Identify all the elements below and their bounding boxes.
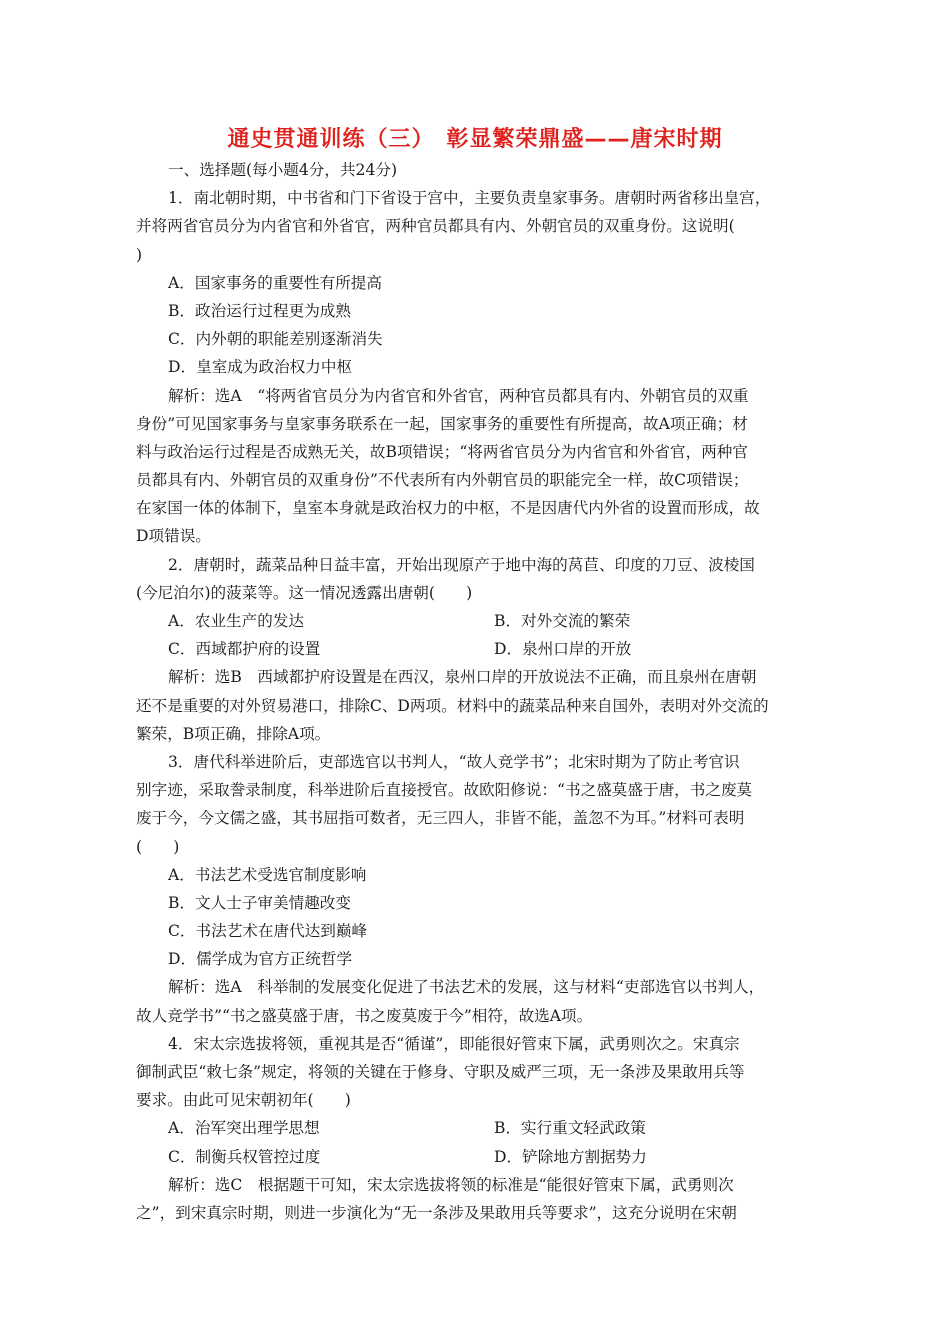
option-c: C．内外朝的职能差别逐渐消失 (168, 330, 383, 349)
option-a: A．书法艺术受选官制度影响 (168, 865, 367, 884)
question-3 (136, 748, 820, 1030)
question-stem-line: 废于今，今文儒之盛，其书屈指可数者，无三四人，非皆不能，盖忽不为耳。”材料可表明 (136, 809, 745, 828)
question-stem-line: 4．宋太宗选拔将领，重视其是否“循谨”，即能很好管束下属，武勇则次之。宋真宗 (168, 1034, 740, 1053)
option-b: B．实行重文轻武政策 (494, 1119, 646, 1138)
option-c: C．西域都护府的设置 (168, 640, 321, 659)
option-row (136, 1143, 820, 1171)
question-stem-line: 2．唐朝时，蔬菜品种日益丰富，开始出现原产于地中海的莴苣、印度的刀豆、波棱国 (168, 555, 755, 574)
analysis-line: 料与政治运行过程是否成熟无关，故B项错误；“将两省官员分为内省官和外省官，两种官 (136, 442, 748, 461)
question-stem-line: 要求。由此可见宋朝初年( ) (136, 1091, 351, 1110)
option-a: A．农业生产的发达 (168, 612, 305, 630)
analysis-line: 还不是重要的对外贸易港口，排除C、D两项。材料中的蔬菜品种来自国外，表明对外交流的 (136, 696, 769, 715)
option-d: D．铲除地方割据势力 (494, 1147, 647, 1166)
analysis-line: 之”，到宋真宗时期，则进一步演化为“无一条涉及果敢用兵等要求”，这充分说明在宋朝 (136, 1203, 737, 1222)
question-stem-line: ) (136, 245, 143, 264)
analysis-line: 解析：选A “将两省官员分为内省官和外省官，两种官员都具有内、外朝官员的双重 (168, 386, 749, 405)
question-2 (136, 551, 820, 748)
question-stem-line: 御制武臣“敕七条”规定，将领的关键在于修身、守职及威严三项，无一条涉及果敢用兵等 (136, 1063, 745, 1081)
question-stem-line: 3．唐代科举进阶后，吏部选官以书判人，“故人竞学书”；北宋时期为了防止考官识 (168, 752, 740, 771)
option-a: A．国家事务的重要性有所提高 (168, 273, 382, 292)
question-stem-line: 别字迹，采取誊录制度，科举进阶后直接授官。故欧阳修说：“书之盛莫盛于唐，书之废莫 (136, 781, 753, 800)
option-row (136, 607, 820, 635)
option-b: B．对外交流的繁荣 (494, 612, 631, 630)
analysis-line: 身份”可见国家事务与皇家事务联系在一起，国家事务的重要性有所提高，故A项正确；材 (136, 414, 748, 433)
question-1 (136, 184, 820, 550)
question-4 (136, 1030, 820, 1227)
option-row (136, 1114, 820, 1142)
page-title: 通史贯通训练（三） 彰显繁荣鼎盛——唐宋时期 (227, 127, 723, 152)
option-b: B．政治运行过程更为成熟 (168, 301, 351, 320)
analysis-line: 员都具有内、外朝官员的双重身份”不代表所有内外朝官员的职能完全一样，故C项错误； (136, 471, 749, 490)
option-c: C．书法艺术在唐代达到巅峰 (168, 922, 368, 941)
analysis-line: 繁荣，B项正确，排除A项。 (136, 724, 331, 743)
option-a: A．治军突出理学思想 (168, 1119, 320, 1138)
option-d: D．儒学成为官方正统哲学 (168, 950, 353, 969)
analysis-line: 解析：选C 根据题干可知，宋太宗选拔将领的标准是“能很好管束下属，武勇则次 (168, 1175, 734, 1194)
analysis-line: 故人竞学书”“书之盛莫盛于唐，书之废莫废于今”相符，故选A项。 (136, 1006, 593, 1025)
option-d: D．泉州口岸的开放 (494, 640, 632, 659)
section-heading: 一、选择题(每小题4分，共24分) (168, 161, 398, 179)
question-stem-line: (今尼泊尔)的菠菜等。这一情况透露出唐朝( ) (136, 583, 473, 602)
analysis-line: 解析：选B 西域都护府设置是在西汉，泉州口岸的开放说法不正确，而且泉州在唐朝 (168, 668, 757, 687)
analysis-line: D项错误。 (136, 527, 211, 546)
option-c: C．制衡兵权管控过度 (168, 1147, 321, 1166)
option-d: D．皇室成为政治权力中枢 (168, 358, 353, 377)
question-stem-line: 1．南北朝时期，中书省和门下省设于宫中，主要负责皇家事务。唐朝时两省移出皇宫， (168, 189, 771, 208)
document-body (136, 156, 820, 1227)
option-row (136, 635, 820, 663)
question-stem-line: ( ) (136, 837, 180, 856)
analysis-line: 在家国一体的体制下，皇室本身就是政治权力的中枢，不是因唐代内外省的设置而形成，故 (136, 499, 760, 518)
question-stem-line: 并将两省官员分为内省官和外省官，两种官员都具有内、外朝官员的双重身份。这说明( (136, 217, 735, 236)
analysis-line: 解析：选A 科举制的发展变化促进了书法艺术的发展，这与材料“吏部选官以书判人， (168, 978, 765, 997)
option-b: B．文人士子审美情趣改变 (168, 893, 351, 912)
